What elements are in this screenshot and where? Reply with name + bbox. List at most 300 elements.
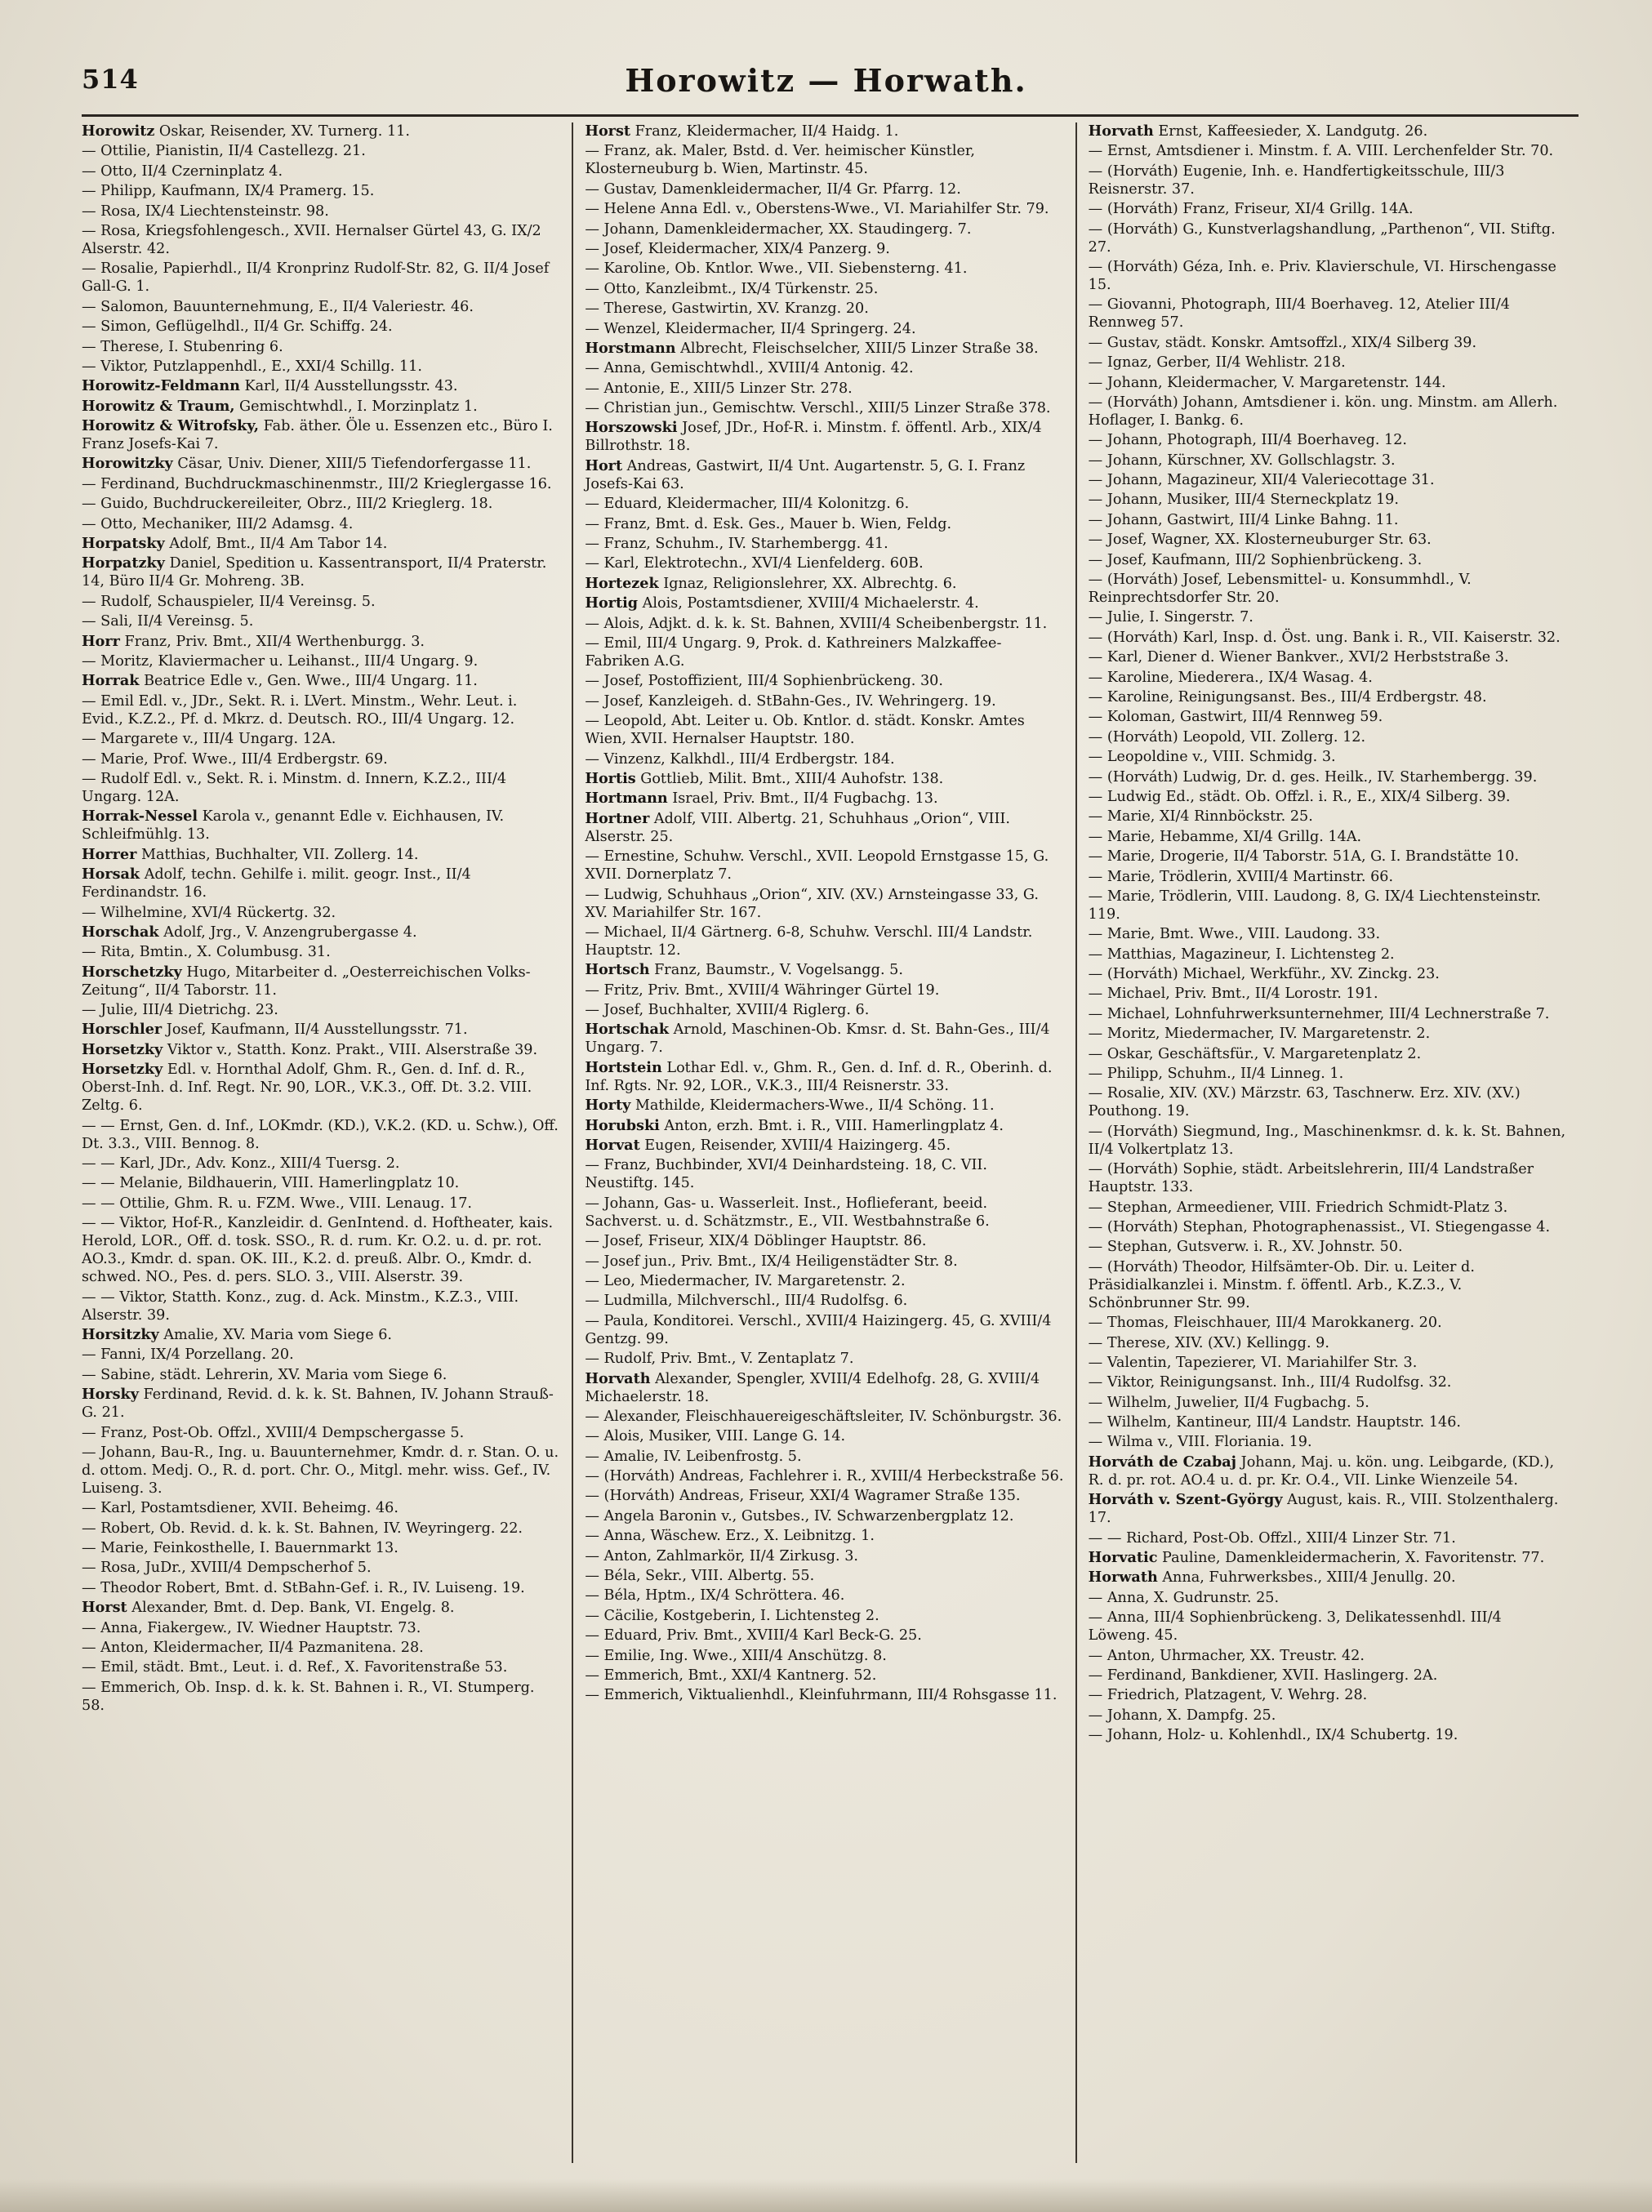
directory-entry bbox=[82, 203, 560, 220]
entry-details: — (Horváth) Eugenie, Inh. e. Handfertigkeitsschule, III/3 Reisnerstr. 37. bbox=[1088, 162, 1505, 198]
entry-details: — Emil, städt. Bmt., Leut. i. d. Ref., X. Favoritenstraße 53. bbox=[82, 1659, 508, 1676]
entry-details: — Karoline, Ob. Kntlor. Wwe., VII. Siebensterng. 41. bbox=[585, 260, 968, 278]
directory-entry bbox=[1089, 1258, 1567, 1312]
entry-details: Adolf, Bmt., II/4 Am Tabor 14. bbox=[164, 536, 388, 553]
directory-entry bbox=[82, 1579, 560, 1597]
entry-details: — Margarete v., III/4 Ungarg. 12A. bbox=[82, 731, 336, 748]
directory-entry bbox=[82, 633, 560, 651]
entry-details: — (Horváth) Stephan, Photographenassist., VI. Stiegengasse 4. bbox=[1088, 1218, 1551, 1235]
entry-details: — Wilma v., VIII. Floriania. 19. bbox=[1088, 1434, 1312, 1451]
entry-surname: Hortsch bbox=[585, 961, 650, 979]
directory-entry bbox=[82, 1021, 560, 1039]
entry-details: Matthias, Buchhalter, VII. Zollerg. 14. bbox=[136, 846, 419, 863]
directory-entry bbox=[1089, 848, 1567, 866]
directory-entry bbox=[1089, 571, 1567, 607]
directory-entry bbox=[585, 1607, 1063, 1625]
entry-details: Eugen, Reisender, XVIII/4 Haizingerg. 45. bbox=[639, 1137, 951, 1155]
entry-details: — Karl, Postamtsdiener, XVII. Beheimg. 46. bbox=[82, 1500, 399, 1517]
entry-details: Gemischtwhdl., I. Morzinplatz 1. bbox=[234, 398, 478, 415]
entry-details: Alexander, Bmt. d. Dep. Bank, VI. Engelg. 8. bbox=[127, 1600, 455, 1617]
directory-entry bbox=[585, 380, 1063, 398]
directory-entry bbox=[1089, 808, 1567, 826]
directory-entry bbox=[1089, 1569, 1567, 1587]
directory-entry bbox=[82, 672, 560, 690]
entry-details: — (Horváth) G., Kunstverlagshandlung, „Parthenon“, VII. Stiftg. 27. bbox=[1088, 220, 1556, 256]
directory-entry bbox=[585, 1627, 1063, 1645]
entry-details: Franz, Priv. Bmt., XII/4 Werthenburgg. 3. bbox=[119, 633, 425, 650]
directory-entry bbox=[585, 981, 1063, 999]
entry-details: — Emil Edl. v., JDr., Sekt. R. i. LVert. Minstm., Wehr. Leut. i. Evid., K.Z.2., Pf. d. Mkrz. d. Deutsch. RO., III/4 Ungarg. 12. bbox=[82, 692, 518, 728]
directory-entry bbox=[1089, 1084, 1567, 1120]
entry-details: Hugo, Mitarbeiter d. „Oesterreichischen Volks-Zeitung“, II/4 Taborstr. 11. bbox=[82, 964, 531, 999]
entry-details: — Stephan, Gutsverw. i. R., XV. Johnstr. 50. bbox=[1088, 1239, 1403, 1256]
entry-details: — Guido, Buchdruckereileiter, Obrz., III/2 Krieglerg. 18. bbox=[82, 496, 493, 513]
entry-details: — Marie, Drogerie, II/4 Taborstr. 51A, G. I. Brandstätte 10. bbox=[1088, 848, 1520, 866]
entry-details: — Ludwig, Schuhhaus „Orion“, XIV. (XV.) Arnsteingasse 33, G. XV. Mariahilfer Str. 167. bbox=[585, 886, 1039, 921]
directory-entry bbox=[1089, 1647, 1567, 1665]
entry-details: August, kais. R., VIII. Stolzenthalerg. 17. bbox=[1088, 1492, 1559, 1527]
directory-entry bbox=[1089, 334, 1567, 352]
entry-details: Ernst, Kaffeesieder, X. Landgutg. 26. bbox=[1153, 123, 1428, 140]
entry-surname: Horvath bbox=[1088, 122, 1154, 140]
directory-entry bbox=[1089, 1726, 1567, 1744]
directory-entry bbox=[82, 652, 560, 670]
entry-details: — Johann, Gas- u. Wasserleit. Inst., Hoflieferant, beeid. Sachverst. u. d. Schätzmstr., E., VII. Westbahnstraße 6. bbox=[585, 1195, 990, 1230]
entry-surname: Hortstein bbox=[585, 1058, 662, 1076]
directory-entry bbox=[82, 475, 560, 493]
directory-entry bbox=[82, 1499, 560, 1517]
directory-entry bbox=[585, 340, 1063, 358]
entry-surname: Horváth de Czabaj bbox=[1088, 1453, 1237, 1471]
directory-entry bbox=[1089, 162, 1567, 198]
entry-details: — Josef jun., Priv. Bmt., IX/4 Heiligenstädter Str. 8. bbox=[585, 1253, 958, 1270]
directory-entry bbox=[82, 260, 560, 296]
entry-details: — Alois, Musiker, VIII. Lange G. 14. bbox=[585, 1428, 846, 1445]
directory-entry bbox=[82, 1326, 560, 1344]
directory-entry bbox=[1089, 471, 1567, 489]
entry-surname: Horowitz & Traum, bbox=[82, 397, 235, 415]
entry-details: — Ignaz, Gerber, II/4 Wehlistr. 218. bbox=[1088, 354, 1346, 372]
entry-details: — Johann, Gastwirt, III/4 Linke Bahng. 11. bbox=[1088, 511, 1399, 528]
entry-surname: Horschler bbox=[82, 1021, 163, 1039]
entry-surname: Horvat bbox=[585, 1137, 640, 1155]
entry-details: — Oskar, Geschäftsfür., V. Margaretenplatz 2. bbox=[1088, 1045, 1422, 1062]
page-number: 514 bbox=[82, 64, 139, 95]
entry-details: Adolf, techn. Gehilfe i. milit. geogr. Inst., II/4 Ferdinandstr. 16. bbox=[82, 866, 471, 901]
directory-entry bbox=[82, 924, 560, 941]
entry-details: — Franz, Bmt. d. Esk. Ges., Mauer b. Wien, Feldg. bbox=[585, 515, 952, 532]
directory-entry bbox=[1089, 728, 1567, 746]
directory-entry bbox=[585, 535, 1063, 553]
entry-details: — Karoline, Miederera., IX/4 Wasag. 4. bbox=[1088, 669, 1373, 686]
entry-details: — Ferdinand, Bankdiener, XVII. Haslingerg. 2A. bbox=[1088, 1667, 1438, 1684]
entry-details: — Johann, Musiker, III/4 Sterneckplatz 19. bbox=[1088, 492, 1399, 509]
directory-entry bbox=[82, 1288, 560, 1324]
directory-entry bbox=[82, 1366, 560, 1384]
entry-details: — Rosalie, XIV. (XV.) Märzstr. 63, Taschnerw. Erz. XIV. (XV.) Pouthong. 19. bbox=[1088, 1085, 1521, 1120]
entry-details: — Moritz, Klaviermacher u. Leihanst., III/4 Ungarg. 9. bbox=[82, 652, 479, 670]
entry-surname: Horwath bbox=[1088, 1569, 1158, 1587]
entry-details: — Philipp, Kaufmann, IX/4 Pramerg. 15. bbox=[82, 183, 375, 200]
entry-details: Johann, Maj. u. kön. ung. Leibgarde, (KD.), R. d. pr. rot. AO.4 u. d. pr. Kr. O.4., VII. Linke Wienzeile 54. bbox=[1088, 1453, 1555, 1489]
entry-details: — Ernst, Amtsdiener i. Minstm. f. A. VIII. Lerchenfelder Str. 70. bbox=[1088, 143, 1554, 160]
directory-entry bbox=[82, 1424, 560, 1442]
entry-details: — Cäcilie, Kostgeberin, I. Lichtensteg 2. bbox=[585, 1607, 879, 1624]
entry-details: — Robert, Ob. Revid. d. k. k. St. Bahnen, IV. Weyringerg. 22. bbox=[82, 1520, 523, 1537]
directory-entry bbox=[585, 1408, 1063, 1426]
entry-surname: Horstmann bbox=[585, 339, 676, 357]
entry-details: — Béla, Hptm., IX/4 Schröttera. 46. bbox=[585, 1587, 845, 1604]
entry-details: Arnold, Maschinen-Ob. Kmsr. d. St. Bahn-Ges., III/4 Ungarg. 7. bbox=[585, 1021, 1050, 1057]
directory-entry bbox=[82, 1041, 560, 1059]
entry-details: Adolf, Jrg., V. Anzengrubergasse 4. bbox=[158, 924, 417, 941]
directory-entry bbox=[585, 1686, 1063, 1704]
entry-details: Franz, Baumstr., V. Vogelsangg. 5. bbox=[649, 962, 903, 979]
directory-entry bbox=[585, 220, 1063, 238]
entry-details: — (Horváth) Karl, Insp. d. Öst. ung. Bank i. R., VII. Kaiserstr. 32. bbox=[1088, 629, 1561, 646]
entry-surname: Hortner bbox=[585, 809, 650, 827]
directory-entry bbox=[82, 1444, 560, 1498]
directory-entry bbox=[585, 1253, 1063, 1271]
page-shadow bbox=[0, 2179, 1652, 2212]
entry-details: Cäsar, Univ. Diener, XIII/5 Tiefendorfergasse 11. bbox=[172, 456, 532, 473]
directory-entry bbox=[585, 1547, 1063, 1565]
entry-details: — — Viktor, Hof-R., Kanzleidir. d. GenIntend. d. Hoftheater, kais. Herold, LOR., Off. d. tosk. SSO., R. d. rum. Kr. O.2. u. d. pr. rot. AO.3., Kmdr. d. span. OK. III., K.2. d. preuß. Albr. O., Kmdr. d. schwed. NO., Pes. d. pers. SLO. 3., VIII. Alserstr. 39. bbox=[82, 1215, 554, 1286]
entry-details: — — Richard, Post-Ob. Offzl., XIII/4 Linzer Str. 71. bbox=[1088, 1529, 1456, 1547]
entry-surname: Horvatic bbox=[1088, 1549, 1158, 1567]
entry-surname: Horst bbox=[82, 1599, 127, 1617]
entry-surname: Hortig bbox=[585, 594, 639, 612]
directory-entry bbox=[1089, 868, 1567, 886]
directory-entry bbox=[1089, 648, 1567, 666]
entry-details: — Fanni, IX/4 Porzellang. 20. bbox=[82, 1346, 294, 1364]
entry-details: — Sabine, städt. Lehrerin, XV. Maria vom Siege 6. bbox=[82, 1366, 448, 1383]
directory-entry bbox=[1089, 629, 1567, 647]
directory-entry bbox=[82, 808, 560, 843]
directory-entry bbox=[1089, 1491, 1567, 1527]
directory-entry bbox=[585, 961, 1063, 979]
directory-entry bbox=[585, 554, 1063, 572]
directory-entry bbox=[1089, 985, 1567, 1003]
entry-details: — Rudolf, Schauspieler, II/4 Vereinsg. 5. bbox=[82, 593, 376, 610]
directory-entry bbox=[82, 358, 560, 376]
directory-entry bbox=[82, 515, 560, 533]
entry-details: — Johann, Magazineur, XII/4 Valeriecottage 31. bbox=[1088, 472, 1435, 489]
entry-surname: Horrak bbox=[82, 672, 140, 690]
entry-details: — Otto, Mechaniker, III/2 Adamsg. 4. bbox=[82, 515, 354, 532]
entry-details: — (Horváth) Franz, Friseur, XI/4 Grillg. 14A. bbox=[1088, 201, 1414, 218]
entry-details: — Ludmilla, Milchverschl., III/4 Rudolfsg. 6. bbox=[585, 1293, 908, 1310]
entry-details: — Gustav, Damenkleidermacher, II/4 Gr. Pfarrg. 12. bbox=[585, 180, 961, 198]
directory-entry bbox=[82, 398, 560, 416]
directory-entry bbox=[82, 182, 560, 200]
entry-details: — Ferdinand, Buchdruckmaschinenmstr., III/2 Krieglergasse 16. bbox=[82, 475, 552, 492]
entry-details: — (Horváth) Sophie, städt. Arbeitslehrerin, III/4 Landstraßer Hauptstr. 133. bbox=[1088, 1161, 1534, 1196]
entry-details: — Valentin, Tapezierer, VI. Mariahilfer Str. 3. bbox=[1088, 1354, 1418, 1371]
entry-surname: Horsetzky bbox=[82, 1061, 163, 1079]
entry-details: — Marie, Hebamme, XI/4 Grillg. 14A. bbox=[1088, 828, 1362, 845]
directory-entry bbox=[585, 1117, 1063, 1135]
directory-entry bbox=[585, 1448, 1063, 1466]
entry-details: — Marie, Bmt. Wwe., VIII. Laudong. 33. bbox=[1088, 926, 1381, 943]
directory-entry bbox=[82, 455, 560, 473]
entry-details: — Wenzel, Kleidermacher, II/4 Springerg. 24. bbox=[585, 320, 916, 337]
directory-entry bbox=[82, 612, 560, 630]
entry-details: — Marie, Prof. Wwe., III/4 Erdbergstr. 69. bbox=[82, 750, 388, 768]
directory-entry bbox=[585, 1427, 1063, 1445]
entry-details: — Michael, Priv. Bmt., II/4 Lorostr. 191. bbox=[1088, 986, 1378, 1003]
directory-entry bbox=[82, 593, 560, 611]
entry-surname: Horrer bbox=[82, 845, 137, 863]
entry-surname: Horsetzky bbox=[82, 1040, 163, 1058]
entry-details: — (Horváth) Johann, Amtsdiener i. kön. ung. Minstm. am Allerh. Hoflager, I. Bankg. 6. bbox=[1088, 394, 1558, 429]
directory-entry bbox=[1089, 828, 1567, 846]
entry-details: — Antonie, E., XIII/5 Linzer Str. 278. bbox=[585, 380, 853, 397]
entry-surname: Horvath bbox=[585, 1369, 651, 1387]
entry-details: — Franz, Schuhm., IV. Starhembergg. 41. bbox=[585, 536, 888, 553]
directory-entry bbox=[1089, 608, 1567, 626]
entry-details: — Marie, XI/4 Rinnböckstr. 25. bbox=[1088, 808, 1313, 826]
entry-surname: Horsak bbox=[82, 866, 140, 883]
entry-details: Franz, Kleidermacher, II/4 Haidg. 1. bbox=[630, 123, 899, 140]
directory-entry bbox=[82, 1061, 560, 1115]
entry-details: — Amalie, IV. Leibenfrostg. 5. bbox=[585, 1448, 802, 1465]
entry-details: — (Horváth) Josef, Lebensmittel- u. Konsummhdl., V. Reinprechtsdorfer Str. 20. bbox=[1088, 572, 1472, 607]
entry-surname: Horrak-Nessel bbox=[82, 808, 198, 826]
entry-details: — Otto, Kanzleibmt., IX/4 Türkenstr. 25. bbox=[585, 280, 879, 297]
entry-surname: Horszowski bbox=[585, 419, 678, 437]
entry-details: — Fritz, Priv. Bmt., XVIII/4 Währinger Gürtel 19. bbox=[585, 981, 940, 999]
entry-surname: Horsitzky bbox=[82, 1325, 159, 1343]
entry-details: — Johann, Damenkleidermacher, XX. Staudingerg. 7. bbox=[585, 220, 972, 238]
entry-details: — Josef, Kanzleigeh. d. StBahn-Ges., IV. Wehringerg. 19. bbox=[585, 692, 996, 710]
entry-details: — Matthias, Magazineur, I. Lichtensteg 2. bbox=[1088, 946, 1395, 963]
entry-details: — Eduard, Kleidermacher, III/4 Kolonitzg. 6. bbox=[585, 496, 910, 513]
directory-entry bbox=[1089, 296, 1567, 332]
entry-details: — Christian jun., Gemischtw. Verschl., XIII/5 Linzer Straße 378. bbox=[585, 400, 1051, 417]
directory-entry bbox=[1089, 354, 1567, 372]
directory-entry bbox=[585, 419, 1063, 455]
directory-entry bbox=[585, 320, 1063, 338]
entry-surname: Horschetzky bbox=[82, 963, 182, 981]
entry-surname: Horr bbox=[82, 632, 120, 650]
entry-surname: Horsky bbox=[82, 1386, 139, 1404]
entry-details: — — Melanie, Bildhauerin, VIII. Hamerlingplatz 10. bbox=[82, 1175, 460, 1192]
entry-surname: Horowitz bbox=[82, 122, 155, 140]
directory-entry bbox=[1089, 1334, 1567, 1352]
header-rule bbox=[82, 114, 1579, 117]
entry-details: Edl. v. Hornthal Adolf, Ghm. R., Gen. d. Inf. d. R., Oberst-Inh. d. Inf. Regt. Nr. 90, LOR., V.K.3., Off. Dt. 3.2. VIII. Zeltg. 6. bbox=[82, 1061, 532, 1115]
directory-entry bbox=[1089, 925, 1567, 943]
entry-details: — Josef, Postoffizient, III/4 Sophienbrückeng. 30. bbox=[585, 673, 943, 690]
directory-entry bbox=[585, 1507, 1063, 1525]
directory-entry bbox=[1089, 1453, 1567, 1489]
entry-surname: Horowitzky bbox=[82, 455, 173, 473]
directory-entry bbox=[1089, 200, 1567, 218]
directory-entry bbox=[585, 240, 1063, 258]
directory-entry bbox=[585, 848, 1063, 883]
directory-entry bbox=[585, 122, 1063, 140]
directory-entry bbox=[1089, 142, 1567, 160]
directory-entry bbox=[1089, 374, 1567, 392]
entry-details: Josef, JDr., Hof-R. i. Minstm. f. öffentl. Arb., XIX/4 Billrothstr. 18. bbox=[585, 420, 1042, 455]
entry-details: — — Viktor, Statth. Konz., zug. d. Ack. Minstm., K.Z.3., VIII. Alserstr. 39. bbox=[82, 1288, 519, 1324]
directory-entry bbox=[1089, 452, 1567, 470]
directory-entry bbox=[1089, 1199, 1567, 1217]
directory-entry bbox=[585, 1059, 1063, 1095]
directory-entry bbox=[585, 457, 1063, 493]
column-1 bbox=[82, 122, 572, 2163]
directory-entry bbox=[1089, 531, 1567, 549]
entry-details: — Paula, Konditorei. Verschl., XVIII/4 Haizingerg. 45, G. XVIII/4 Gentzg. 99. bbox=[585, 1312, 1052, 1347]
entry-details: — Moritz, Miedermacher, IV. Margaretenstr. 2. bbox=[1088, 1026, 1431, 1043]
entry-details: Israel, Priv. Bmt., II/4 Fugbachg. 13. bbox=[667, 790, 938, 808]
entry-details: — Therese, XIV. (XV.) Kellingg. 9. bbox=[1088, 1334, 1329, 1351]
entry-details: — Leopold, Abt. Leiter u. Ob. Kntlor. d. städt. Konskr. Amtes Wien, XVII. Hernalser Hauptstr. 180. bbox=[585, 713, 1025, 748]
directory-entry bbox=[585, 886, 1063, 922]
directory-entry bbox=[82, 964, 560, 999]
directory-entry bbox=[82, 1658, 560, 1676]
entry-details: — Julie, III/4 Dietrichg. 23. bbox=[82, 1002, 278, 1019]
directory-entry bbox=[82, 866, 560, 901]
entry-details: — Rudolf Edl. v., Sekt. R. i. Minstm. d. Innern, K.Z.2., III/4 Ungarg. 12A. bbox=[82, 770, 507, 805]
entry-details: Alois, Postamtsdiener, XVIII/4 Michaelerstr. 4. bbox=[638, 595, 979, 612]
directory-entry bbox=[82, 318, 560, 336]
directory-entry bbox=[585, 1312, 1063, 1348]
entry-details: Adolf, VIII. Albertg. 21, Schuhhaus „Orion“, VIII. Alserstr. 25. bbox=[585, 810, 1010, 845]
directory-entry bbox=[585, 790, 1063, 808]
directory-entry bbox=[82, 750, 560, 768]
entry-details: Beatrice Edle v., Gen. Wwe., III/4 Ungarg. 11. bbox=[139, 673, 478, 690]
entry-details: — Johann, Kürschner, XV. Gollschlagstr. 3. bbox=[1088, 452, 1396, 469]
entry-surname: Horschak bbox=[82, 923, 159, 941]
entry-details: — Anna, X. Gudrunstr. 25. bbox=[1088, 1589, 1280, 1606]
directory-entry bbox=[1089, 258, 1567, 294]
directory-entry bbox=[1089, 1005, 1567, 1023]
entry-details: — Eduard, Priv. Bmt., XVIII/4 Karl Beck-G. 25. bbox=[585, 1627, 922, 1645]
entry-details: — (Horváth) Ludwig, Dr. d. ges. Heilk., IV. Starhembergg. 39. bbox=[1088, 768, 1538, 786]
entry-details: — Rita, Bmtin., X. Columbusg. 31. bbox=[82, 944, 331, 961]
directory-entry bbox=[82, 338, 560, 356]
entry-details: Fab. äther. Öle u. Essenzen etc., Büro I. Franz Josefs-Kai 7. bbox=[82, 418, 553, 453]
entry-details: — Vinzenz, Kalkhdl., III/4 Erdbergstr. 184. bbox=[585, 750, 895, 768]
directory-entry bbox=[585, 142, 1063, 178]
directory-entry bbox=[1089, 220, 1567, 256]
entry-details: — (Horváth) Andreas, Fachlehrer i. R., XVIII/4 Herbeckstraße 56. bbox=[585, 1468, 1064, 1485]
entry-details: — Ludwig Ed., städt. Ob. Offzl. i. R., E., XIX/4 Silberg. 39. bbox=[1088, 788, 1511, 805]
entry-details: — Anna, Gemischtwhdl., XVIII/4 Antonig. 42. bbox=[585, 360, 914, 377]
entry-details: — Alexander, Fleischhauereigeschäftsleiter, IV. Schönburgstr. 36. bbox=[585, 1408, 1062, 1425]
entry-details: — Alois, Adjkt. d. k. k. St. Bahnen, XVIII/4 Scheibenbergstr. 11. bbox=[585, 615, 1048, 632]
entry-details: Lothar Edl. v., Ghm. R., Gen. d. Inf. d. R., Oberinh. d. Inf. Rgts. Nr. 92, LOR., V.K.3., III/4 Reisnerstr. 33. bbox=[585, 1059, 1053, 1094]
directory-entry bbox=[1089, 669, 1567, 687]
entry-details: — Stephan, Armeediener, VIII. Friedrich Schmidt-Platz 3. bbox=[1088, 1199, 1508, 1216]
column-2 bbox=[572, 122, 1075, 2163]
entry-details: — Leo, Miedermacher, IV. Margaretenstr. 2. bbox=[585, 1272, 906, 1289]
entry-details: — — Ernst, Gen. d. Inf., LOKmdr. (KD.), V.K.2. (KD. u. Schw.), Off. Dt. 3.3., VIII. Bennog. 8. bbox=[82, 1117, 559, 1152]
directory-entry bbox=[585, 1097, 1063, 1115]
entry-details: — Rosa, Kriegsfohlengesch., XVII. Hernalser Gürtel 43, G. IX/2 Alserstr. 42. bbox=[82, 222, 541, 257]
directory-entry bbox=[585, 615, 1063, 633]
entry-details: — (Horváth) Theodor, Hilfsämter-Ob. Dir. u. Leiter d. Präsidialkanzlei i. Minstm. f. öffentl. Arb., K.Z.3., V. Schönbrunner Str. 99. bbox=[1088, 1258, 1475, 1311]
entry-details: — Karl, Elektrotechn., XVI/4 Lienfelderg. 60B. bbox=[585, 555, 924, 572]
entry-details: — Viktor, Putzlappenhdl., E., XXI/4 Schillg. 11. bbox=[82, 358, 422, 375]
directory-entry bbox=[82, 770, 560, 806]
directory-entry bbox=[1089, 1314, 1567, 1332]
directory-entry bbox=[1089, 946, 1567, 964]
directory-entry bbox=[82, 1679, 560, 1715]
directory-entry bbox=[585, 575, 1063, 593]
directory-entry bbox=[1089, 1394, 1567, 1412]
directory-entry bbox=[585, 1232, 1063, 1250]
directory-entry bbox=[82, 1539, 560, 1557]
directory-entry bbox=[82, 692, 560, 728]
entry-details: — Therese, Gastwirtin, XV. Kranzg. 20. bbox=[585, 300, 869, 318]
entry-details: — Giovanni, Photograph, III/4 Boerhaveg. 12, Atelier III/4 Rennweg 57. bbox=[1088, 296, 1511, 332]
directory-entry bbox=[585, 1647, 1063, 1665]
directory-entry bbox=[82, 904, 560, 922]
directory-entry bbox=[585, 1467, 1063, 1485]
directory-entry bbox=[1089, 1218, 1567, 1236]
directory-entry bbox=[585, 399, 1063, 417]
entry-details: — Marie, Feinkosthelle, I. Bauernmarkt 13. bbox=[82, 1540, 399, 1557]
directory-entry bbox=[1089, 1160, 1567, 1196]
directory-entry bbox=[585, 1350, 1063, 1368]
directory-entry bbox=[82, 1639, 560, 1657]
entry-details: — Josef, Friseur, XIX/4 Döblinger Hauptstr. 86. bbox=[585, 1233, 927, 1250]
entry-details: — Franz, Post-Ob. Offzl., XVIII/4 Dempschergasse 5. bbox=[82, 1424, 465, 1441]
directory-entry bbox=[585, 1156, 1063, 1192]
directory-entry bbox=[1089, 551, 1567, 569]
directory-entry bbox=[1089, 888, 1567, 924]
directory-entry bbox=[82, 1386, 560, 1422]
directory-entry bbox=[1089, 511, 1567, 529]
entry-details: — Koloman, Gastwirt, III/4 Rennweg 59. bbox=[1088, 709, 1383, 726]
entry-surname: Hortezek bbox=[585, 574, 659, 592]
entry-details: — Josef, Kleidermacher, XIX/4 Panzerg. 9. bbox=[585, 240, 890, 257]
directory-entry bbox=[1089, 1065, 1567, 1083]
directory-entry bbox=[82, 730, 560, 748]
entry-details: — (Horváth) Siegmund, Ing., Maschinenkmsr. d. k. k. St. Bahnen, II/4 Volkertplatz 13. bbox=[1088, 1123, 1566, 1158]
entry-details: Ferdinand, Revid. d. k. k. St. Bahnen, IV. Johann Strauß-G. 21. bbox=[82, 1386, 554, 1422]
directory-entry bbox=[585, 594, 1063, 612]
directory-entry bbox=[1089, 1238, 1567, 1256]
directory-entry bbox=[585, 1272, 1063, 1290]
entry-details: Karl, II/4 Ausstellungsstr. 43. bbox=[239, 378, 458, 395]
directory-entry bbox=[1089, 1354, 1567, 1372]
directory-entry bbox=[585, 359, 1063, 377]
directory-entry bbox=[1089, 1373, 1567, 1391]
directory-entry bbox=[1089, 1686, 1567, 1704]
entry-details: — Emmerich, Ob. Insp. d. k. k. St. Bahnen i. R., VI. Stumperg. 58. bbox=[82, 1679, 535, 1714]
entry-surname: Horowitz-Feldmann bbox=[82, 377, 240, 395]
entry-details: — Anton, Zahlmarkör, II/4 Zirkusg. 3. bbox=[585, 1547, 859, 1564]
entry-details: Amalie, XV. Maria vom Siege 6. bbox=[158, 1326, 392, 1343]
directory-entry bbox=[82, 535, 560, 553]
directory-entry bbox=[1089, 1433, 1567, 1451]
entry-details: — Ernestine, Schuhw. Verschl., XVII. Leopold Ernstgasse 15, G. XVII. Dornerplatz 7. bbox=[585, 848, 1049, 883]
entry-details: — Philipp, Schuhm., II/4 Linneg. 1. bbox=[1088, 1066, 1344, 1083]
directory-entry bbox=[82, 1214, 560, 1286]
entry-details: Anton, erzh. Bmt. i. R., VIII. Hamerlingplatz 4. bbox=[659, 1117, 1004, 1134]
directory-entry bbox=[585, 515, 1063, 533]
directory-entry bbox=[1089, 1123, 1567, 1159]
entry-details: — Otto, II/4 Czerninplatz 4. bbox=[82, 162, 283, 180]
entry-details: — Michael, II/4 Gärtnerg. 6-8, Schuhw. Verschl. III/4 Landstr. Hauptstr. 12. bbox=[585, 924, 1033, 959]
directory-entry bbox=[585, 1667, 1063, 1685]
directory-entry bbox=[1089, 708, 1567, 726]
directory-entry bbox=[82, 377, 560, 395]
